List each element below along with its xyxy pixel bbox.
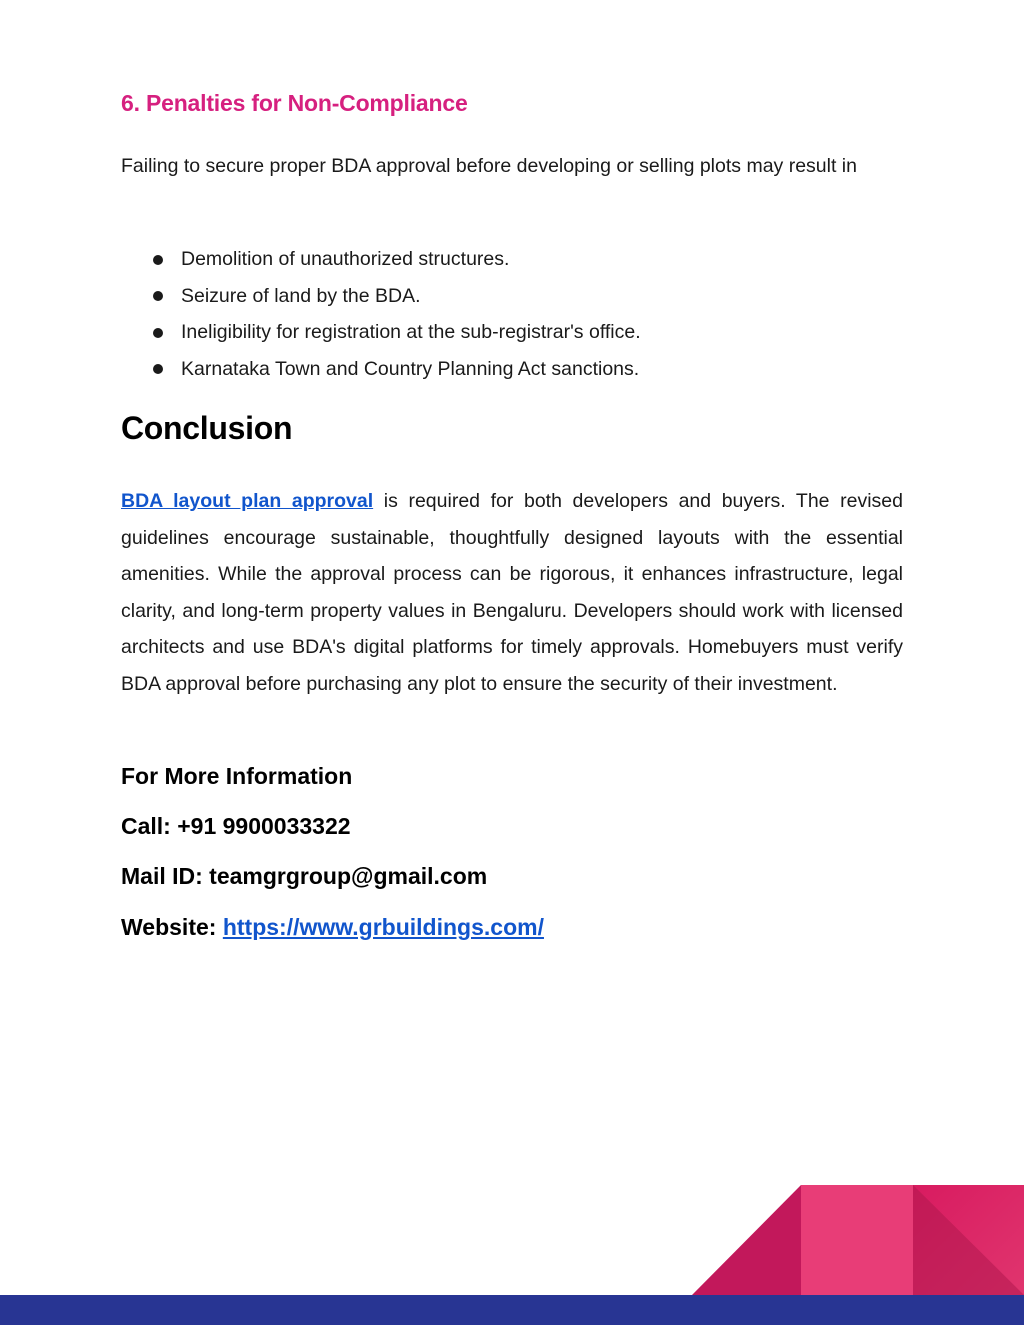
contact-website xyxy=(121,914,544,941)
conclusion-heading: Conclusion xyxy=(121,410,293,446)
contact-heading: For More Information xyxy=(121,763,353,789)
decor-shadow-triangle xyxy=(913,1185,1024,1295)
list-item xyxy=(121,351,641,388)
intro-paragraph: Failing to secure proper BDA approval before developing or selling plots may result in xyxy=(121,155,857,177)
list-item xyxy=(121,241,641,278)
bullet-icon xyxy=(153,291,163,301)
list-item xyxy=(121,278,641,315)
bullet-icon xyxy=(153,328,163,338)
footer-bar xyxy=(0,1295,1024,1325)
list-item-text: Ineligibility for registration at the sub-registrar's office. xyxy=(181,321,641,343)
bullet-icon xyxy=(153,255,163,265)
bda-approval-link[interactable]: BDA layout plan approval xyxy=(121,490,374,512)
decor-crimson-triangle xyxy=(692,1185,801,1295)
list-item xyxy=(121,314,641,351)
conclusion-text: is required for both developers and buyers. The revised guidelines encourage sustainable, thoughtfully designed layouts with the essential amenities. While the approval process can be rigorous, it enhances infrastructure, legal clarity, and long-term property values in Bengaluru. Developers should work with licensed architects and use BDA's digital platforms for timely approvals. Homebuyers must verify BDA approval before purchasing any plot to ensure the security of their investment. xyxy=(121,490,903,695)
website-label: Website: xyxy=(121,914,223,940)
section-heading: 6. Penalties for Non-Compliance xyxy=(121,90,468,116)
website-link[interactable]: https://www.grbuildings.com/ xyxy=(222,914,544,940)
decor-pink-block xyxy=(801,1185,913,1295)
penalties-list xyxy=(121,241,641,387)
list-item-text: Seizure of land by the BDA. xyxy=(181,284,421,307)
decor-right-block xyxy=(913,1185,1024,1295)
contact-email: Mail ID: teamgrgroup@gmail.com xyxy=(121,863,488,889)
contact-phone: Call: +91 9900033322 xyxy=(121,813,351,839)
list-item-text: Karnataka Town and Country Planning Act sanctions. xyxy=(181,357,640,380)
bullet-icon xyxy=(153,364,163,374)
conclusion-paragraph xyxy=(121,483,903,702)
list-item-text: Demolition of unauthorized structures. xyxy=(181,248,510,270)
